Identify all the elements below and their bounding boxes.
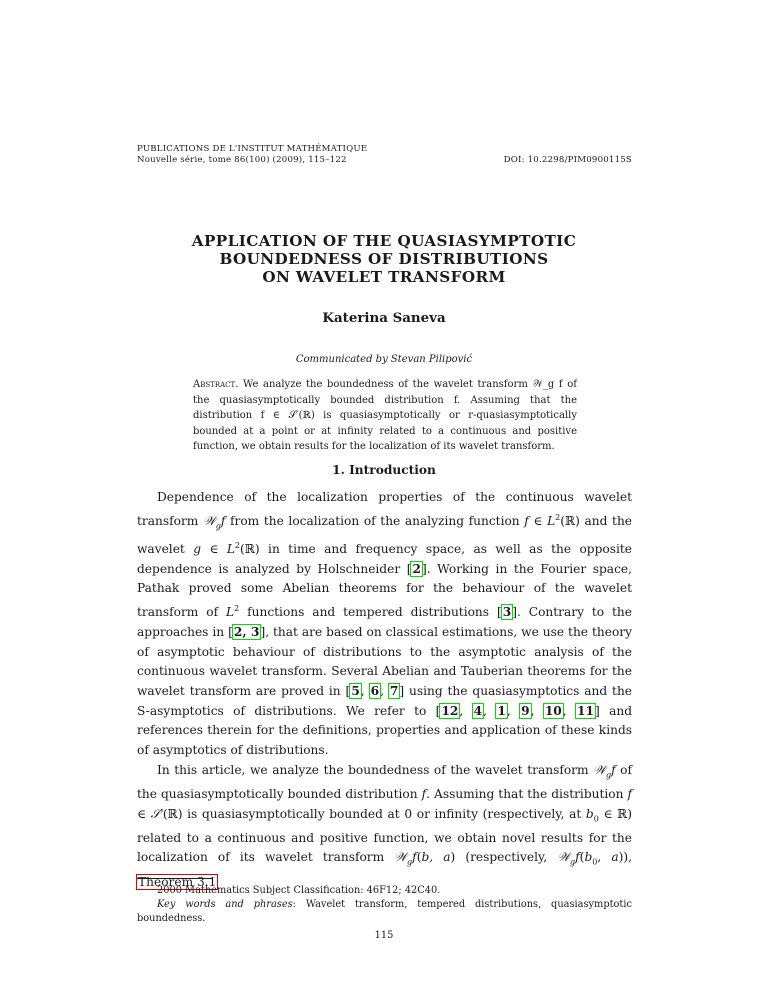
citation-link[interactable]: 7: [389, 683, 399, 698]
title-line-1: APPLICATION OF THE QUASIASYMPTOTIC: [191, 232, 577, 250]
footnotes: [137, 884, 632, 926]
journal-name: PUBLICATIONS DE L'INSTITUT MATHÉMATIQUE: [137, 144, 368, 154]
citation-link[interactable]: 11: [577, 703, 594, 718]
paragraph: In this article, we analyze the boundedness of the wavelet transform 𝒲$_g$f of the quasiasymptotically bounded distribution f. Assuming that the distribution f ∈ 𝒮′(ℝ) is quasiasymptotically bounded at 0 or infinity (respectively, at $b_0$ ∈ ℝ) related to a continuous and positive function, we obtain novel results for the localization of its wavelet transform 𝒲$_g$f(b, a) (respectively, $𝒲_gf(b_0$, a)), Theorem 3.1: [137, 762, 633, 889]
msc-footnote: 2000 Mathematics Subject Classification: 46F12; 42C40.: [157, 885, 441, 896]
doi: DOI: 10.2298/PIM0900115S: [503, 155, 632, 165]
citation-link[interactable]: 12: [441, 703, 459, 718]
abstract-label: Abstract.: [193, 379, 239, 390]
title-line-2: BOUNDEDNESS OF DISTRIBUTIONS: [219, 250, 549, 268]
footnote-rule: [137, 878, 212, 879]
citation-link[interactable]: 3: [502, 605, 512, 620]
citation-link[interactable]: 6: [370, 683, 380, 698]
abstract: [193, 377, 577, 455]
page-number: 115: [374, 930, 394, 941]
theorem-link[interactable]: Theorem 3.1: [138, 874, 217, 889]
citation-link[interactable]: 10: [544, 703, 562, 718]
author: Katerina Saneva: [322, 310, 446, 326]
citation-link[interactable]: 9: [521, 703, 530, 718]
journal-series: Nouvelle série, tome 86(100) (2009), 115–122: [137, 155, 347, 165]
abstract-text: We analyze the boundedness of the wavelet transform 𝒲_g f of the quasiasymptotically bounded distribution f. Assuming that the distribution f ∈ 𝒮′(ℝ) is quasiasymptotically or r-quasiasymptotically bounded at a point or at infinity related to a continuous and positive function, we obtain results for the localization of its wavelet transform.: [193, 379, 577, 453]
citation-link[interactable]: 2, 3: [233, 624, 260, 639]
citation-link[interactable]: 5: [351, 683, 360, 698]
section-heading: 1. Introduction: [332, 463, 436, 477]
title-line-3: ON WAVELET TRANSFORM: [262, 268, 506, 286]
citation-link[interactable]: 1: [497, 703, 506, 718]
paragraph: Dependence of the localization properties of the continuous wavelet transform 𝒲$_g$f from the localization of the analyzing function f ∈ $L^2(ℝ)$ and the wavelet g ∈ $L^2(ℝ)$ in time and frequency space, as well as the opposite dependence is analyzed by Holschneider [2]. Working in the Fourier space, Pathak proved some Abelian theorems for the behaviour of the wavelet transform of $L^2$ functions and tempered distributions [3]. Contrary to the approaches in [2, 3], that are based on classical estimations, we use the theory of asymptotic behaviour of distributions to the asymptotic analysis of the continuous wavelet transform. Several Abelian and Tauberian theorems for the wavelet transform are proved in [5, 6, 7] using the quasiasymptotics and the S-asymptotics of distributions. We refer to [12, 4, 1, 9, 10, 11] and references therein for the definitions, properties and application of these kinds of asymptotics of distributions.: [137, 490, 633, 758]
communicated-by: Communicated by Stevan Pilipović: [295, 354, 473, 365]
keywords-footnote: Key words and phrases: Wavelet transform, tempered distributions, quasiasymptotic boundedness.: [137, 899, 632, 924]
citation-link[interactable]: 2: [412, 561, 421, 576]
introduction-body: [137, 488, 632, 892]
citation-link[interactable]: 4: [473, 703, 483, 718]
